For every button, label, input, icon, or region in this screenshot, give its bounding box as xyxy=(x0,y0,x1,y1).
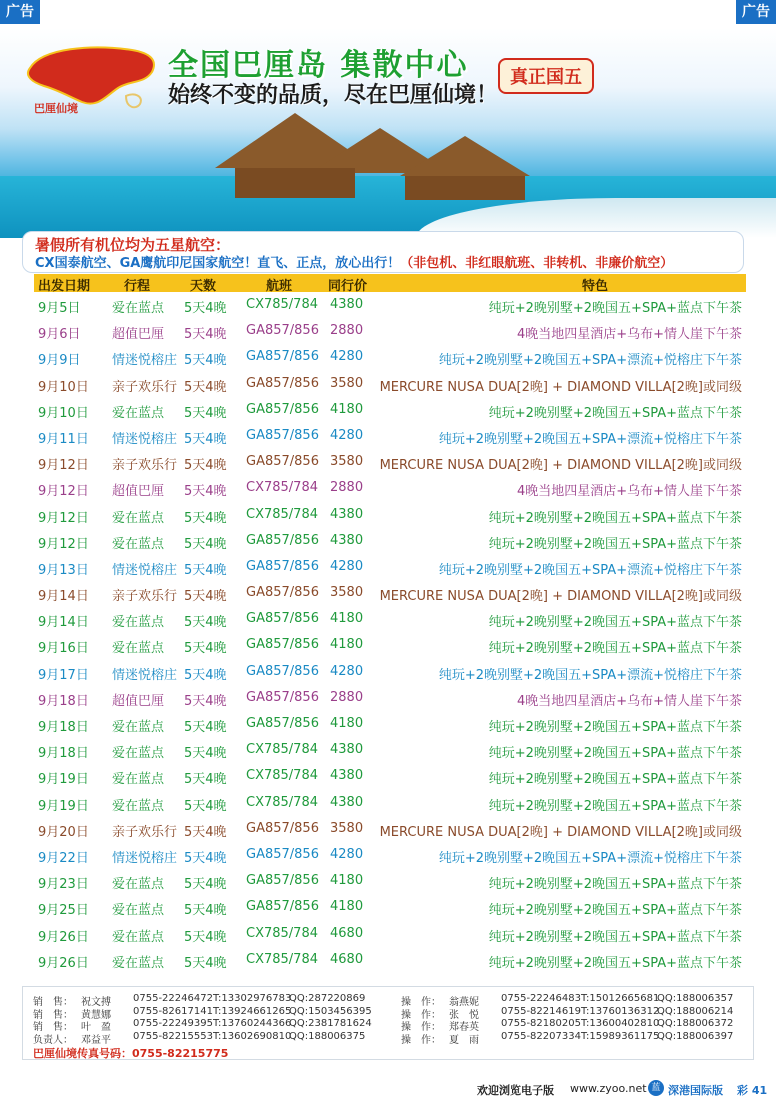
route-name: 情迷悦榕庄 xyxy=(112,850,178,866)
trade-price: 4380 xyxy=(330,794,364,810)
operations-contact-name: 夏 雨 xyxy=(449,1034,479,1046)
tour-feature: 纯玩+2晚别墅+2晚国五+SPA+漂流+悦榕庄下午茶 xyxy=(438,353,742,369)
table-row xyxy=(34,947,746,973)
banner xyxy=(0,28,776,238)
route-name: 超值巴厘 xyxy=(112,327,165,343)
tour-feature: 纯玩+2晚别墅+2晚国五+SPA+漂流+悦榕庄下午茶 xyxy=(438,431,742,447)
departure-date: 9月9日 xyxy=(38,353,81,369)
route-name: 爱在蓝点 xyxy=(112,955,165,971)
banner-title: 全国巴厘岛 集散中心 xyxy=(168,48,469,83)
route-name: 爱在蓝点 xyxy=(112,903,165,919)
flight-number: GA857/856 xyxy=(246,427,319,443)
tour-feature: 纯玩+2晚别墅+2晚国五+SPA+蓝点下午茶 xyxy=(488,929,742,945)
departure-date: 9月26日 xyxy=(38,929,89,945)
table-row xyxy=(34,554,746,580)
villa-body-graphic xyxy=(235,168,355,198)
header-days: 天数 xyxy=(190,279,217,294)
flight-number: GA857/856 xyxy=(246,899,319,915)
flight-number: GA857/856 xyxy=(246,532,319,548)
route-name: 爱在蓝点 xyxy=(112,405,165,421)
flight-number: GA857/856 xyxy=(246,585,319,601)
page-footer xyxy=(0,1072,776,1100)
trade-price: 4280 xyxy=(330,663,364,679)
trip-duration: 5天4晚 xyxy=(184,536,227,552)
trip-duration: 5天4晚 xyxy=(184,405,227,421)
operations-contact-tel: 0755-82214619 xyxy=(501,1005,581,1017)
operations-contact-mobile: T:15989361175 xyxy=(581,1030,660,1042)
trip-duration: 5天4晚 xyxy=(184,615,227,631)
tour-feature: 纯玩+2晚别墅+2晚国五+SPA+漂流+悦榕庄下午茶 xyxy=(438,562,742,578)
airline-notice xyxy=(22,231,744,273)
trade-price: 4280 xyxy=(330,427,364,443)
route-name: 爱在蓝点 xyxy=(112,720,165,735)
flight-number: CX785/784 xyxy=(246,480,318,496)
tour-feature: 4晚当地四星酒店+乌布+情人崖下午茶 xyxy=(516,327,742,343)
trip-duration: 5天4晚 xyxy=(184,667,227,683)
route-name: 情迷悦榕庄 xyxy=(112,667,178,683)
trade-price: 4180 xyxy=(330,716,364,731)
quality-badge: 真正国五 xyxy=(498,58,594,94)
tour-feature: 纯玩+2晚别墅+2晚国五+SPA+蓝点下午茶 xyxy=(488,746,742,762)
table-row xyxy=(34,685,746,711)
tour-feature: MERCURE NUSA DUA[2晚] + DIAMOND VILLA[2晚]或同级 xyxy=(379,589,742,605)
sales-contact-mobile: T:13760244366 xyxy=(213,1018,292,1029)
trade-price: 4380 xyxy=(330,532,364,548)
trade-price: 2880 xyxy=(330,689,364,705)
header-feature: 特色 xyxy=(582,279,609,294)
trade-price: 4280 xyxy=(330,558,364,574)
operations-contact-role: 操 作： xyxy=(401,1022,441,1033)
route-name: 爱在蓝点 xyxy=(112,877,165,893)
trip-duration: 5天4晚 xyxy=(184,458,227,474)
trade-price: 2880 xyxy=(330,323,364,339)
operations-contact-role: 操 作： xyxy=(401,1009,441,1021)
operations-contact-name: 翁燕妮 xyxy=(449,997,479,1008)
trip-duration: 5天4晚 xyxy=(184,510,227,526)
trip-duration: 5天4晚 xyxy=(184,929,227,945)
trip-duration: 5天4晚 xyxy=(184,693,227,709)
operations-contact-mobile: T:13600402810 xyxy=(581,1018,660,1029)
welcome-text: 欢迎浏览电子版 xyxy=(477,1084,554,1097)
table-row xyxy=(34,921,746,947)
operations-contact-role: 操 作： xyxy=(401,997,441,1008)
sales-contact-qq: QQ:1503456395 xyxy=(289,1005,372,1017)
sales-contact-tel: 0755-22249395 xyxy=(133,1018,213,1029)
flight-number: GA857/856 xyxy=(246,401,319,417)
route-name: 亲子欢乐行 xyxy=(112,589,178,605)
table-row xyxy=(34,449,746,475)
sales-contact-qq: QQ:2381781624 xyxy=(289,1018,372,1029)
trip-duration: 5天4晚 xyxy=(184,903,227,919)
trade-price: 3580 xyxy=(330,820,364,836)
sales-contact-qq: QQ:287220869 xyxy=(289,993,366,1004)
table-row xyxy=(34,318,746,344)
tour-feature: 纯玩+2晚别墅+2晚国五+SPA+蓝点下午茶 xyxy=(488,798,742,814)
sales-contact-tel: 0755-22246472 xyxy=(133,993,213,1004)
trip-duration: 5天4晚 xyxy=(184,772,227,788)
table-row xyxy=(34,816,746,842)
route-name: 爱在蓝点 xyxy=(112,772,165,788)
notice-subtitle xyxy=(35,252,673,271)
notice-airlines: CX国泰航空、GA鹰航印尼国家航空！直飞、正点，放心出行！ xyxy=(35,256,401,271)
magazine-logo-icon: 蓝 xyxy=(648,1080,664,1096)
page-number: 彩 41 xyxy=(737,1084,768,1097)
table-header xyxy=(34,274,746,292)
table-row xyxy=(34,580,746,606)
operations-contact-qq: QQ:188006357 xyxy=(657,993,734,1004)
route-name: 爱在蓝点 xyxy=(112,301,165,316)
table-row xyxy=(34,528,746,554)
flight-number: CX785/784 xyxy=(246,951,318,967)
tour-feature: 4晚当地四星酒店+乌布+情人崖下午茶 xyxy=(516,484,742,500)
sales-contact-role: 销 售： xyxy=(33,1022,73,1033)
trip-duration: 5天4晚 xyxy=(184,850,227,866)
table-row xyxy=(34,397,746,423)
tour-feature: 纯玩+2晚别墅+2晚国五+SPA+漂流+悦榕庄下午茶 xyxy=(438,667,742,683)
table-row xyxy=(34,292,746,318)
route-name: 超值巴厘 xyxy=(112,693,165,709)
contact-panel xyxy=(22,986,754,1060)
flight-number: GA857/856 xyxy=(246,689,319,705)
sales-contact-name: 黄慧娜 xyxy=(81,1009,111,1021)
header-date: 出发日期 xyxy=(38,279,91,294)
operations-contact-name: 张 悦 xyxy=(449,1009,479,1021)
operations-contact-qq: QQ:188006372 xyxy=(657,1018,734,1029)
route-name: 爱在蓝点 xyxy=(112,615,165,631)
flight-number: GA857/856 xyxy=(246,558,319,574)
trip-duration: 5天4晚 xyxy=(184,824,227,840)
trade-price: 2880 xyxy=(330,480,364,496)
table-row xyxy=(34,842,746,868)
route-name: 爱在蓝点 xyxy=(112,536,165,552)
trade-price: 4280 xyxy=(330,349,364,365)
route-name: 亲子欢乐行 xyxy=(112,458,178,474)
trip-duration: 5天4晚 xyxy=(184,327,227,343)
departure-date: 9月20日 xyxy=(38,824,89,840)
tour-feature: 纯玩+2晚别墅+2晚国五+SPA+蓝点下午茶 xyxy=(488,405,742,421)
tour-feature: MERCURE NUSA DUA[2晚] + DIAMOND VILLA[2晚]或同级 xyxy=(379,379,742,395)
sales-contact-mobile: T:13302976783 xyxy=(213,993,292,1004)
flight-number: GA857/856 xyxy=(246,873,319,889)
departure-date: 9月12日 xyxy=(38,510,89,526)
sales-contact-qq: QQ:188006375 xyxy=(289,1030,366,1042)
flight-number: CX785/784 xyxy=(246,506,318,522)
flight-number: CX785/784 xyxy=(246,297,318,312)
trip-duration: 5天4晚 xyxy=(184,353,227,369)
operations-contact-tel: 0755-22246483 xyxy=(501,993,581,1004)
departure-date: 9月19日 xyxy=(38,798,89,814)
trip-duration: 5天4晚 xyxy=(184,746,227,762)
operations-contact-mobile: T:13760136312 xyxy=(581,1005,660,1017)
table-row xyxy=(34,344,746,370)
trade-price: 4380 xyxy=(330,297,364,312)
route-name: 爱在蓝点 xyxy=(112,746,165,762)
route-name: 爱在蓝点 xyxy=(112,510,165,526)
banner-subtitle: 始终不变的品质，尽在巴厘仙境！ xyxy=(168,83,499,108)
sales-contact-name: 祝文搏 xyxy=(81,997,111,1008)
notice-title: 暑假所有机位均为五星航空： xyxy=(35,236,231,254)
operations-contact-qq: QQ:188006214 xyxy=(657,1005,734,1017)
flight-number: GA857/856 xyxy=(246,846,319,862)
sales-contact-mobile: T:13924661265 xyxy=(213,1005,292,1017)
departure-date: 9月17日 xyxy=(38,667,89,683)
departure-date: 9月10日 xyxy=(38,405,89,421)
flight-number: CX785/784 xyxy=(246,925,318,941)
departure-date: 9月22日 xyxy=(38,850,89,866)
operations-contact-tel: 0755-82207334 xyxy=(501,1030,581,1042)
tour-feature: 纯玩+2晚别墅+2晚国五+SPA+蓝点下午茶 xyxy=(488,641,742,657)
trade-price: 4180 xyxy=(330,873,364,889)
trade-price: 4680 xyxy=(330,951,364,967)
trade-price: 4380 xyxy=(330,768,364,784)
table-row xyxy=(34,606,746,632)
flight-number: GA857/856 xyxy=(246,611,319,627)
sales-contact-tel: 0755-82617141 xyxy=(133,1005,213,1017)
tour-feature: 纯玩+2晚别墅+2晚国五+SPA+蓝点下午茶 xyxy=(488,301,742,316)
table-row xyxy=(34,659,746,685)
table-row xyxy=(34,894,746,920)
departure-date: 9月25日 xyxy=(38,903,89,919)
tour-feature: 纯玩+2晚别墅+2晚国五+SPA+蓝点下午茶 xyxy=(488,877,742,893)
tour-feature: MERCURE NUSA DUA[2晚] + DIAMOND VILLA[2晚]或同级 xyxy=(379,824,742,840)
trade-price: 4180 xyxy=(330,401,364,417)
trade-price: 4380 xyxy=(330,506,364,522)
flight-number: GA857/856 xyxy=(246,663,319,679)
table-row xyxy=(34,475,746,501)
flight-number: GA857/856 xyxy=(246,820,319,836)
tour-feature: MERCURE NUSA DUA[2晚] + DIAMOND VILLA[2晚]或同级 xyxy=(379,458,742,474)
flight-number: CX785/784 xyxy=(246,742,318,758)
trip-duration: 5天4晚 xyxy=(184,431,227,447)
route-name: 情迷悦榕庄 xyxy=(112,562,178,578)
operations-contact-name: 郑春英 xyxy=(449,1022,479,1033)
brand-logo-text: 巴厘仙境 xyxy=(34,102,78,115)
route-name: 爱在蓝点 xyxy=(112,798,165,814)
departure-date: 9月13日 xyxy=(38,562,89,578)
tour-feature: 纯玩+2晚别墅+2晚国五+SPA+蓝点下午茶 xyxy=(488,720,742,735)
flight-number: GA857/856 xyxy=(246,323,319,339)
tour-feature: 纯玩+2晚别墅+2晚国五+SPA+蓝点下午茶 xyxy=(488,615,742,631)
route-name: 情迷悦榕庄 xyxy=(112,431,178,447)
departure-date: 9月23日 xyxy=(38,877,89,893)
trade-price: 4180 xyxy=(330,637,364,653)
header-price: 同行价 xyxy=(328,279,368,294)
flight-number: GA857/856 xyxy=(246,349,319,365)
departure-table xyxy=(34,292,746,973)
trade-price: 3580 xyxy=(330,454,364,470)
ad-tag-right: 广告 xyxy=(736,0,776,24)
trade-price: 3580 xyxy=(330,585,364,601)
route-name: 超值巴厘 xyxy=(112,484,165,500)
table-row xyxy=(34,502,746,528)
operations-contact-qq: QQ:188006397 xyxy=(657,1030,734,1042)
flight-number: GA857/856 xyxy=(246,375,319,391)
trip-duration: 5天4晚 xyxy=(184,955,227,971)
trip-duration: 5天4晚 xyxy=(184,562,227,578)
operations-contact-role: 操 作： xyxy=(401,1034,441,1046)
trade-price: 4680 xyxy=(330,925,364,941)
departure-date: 9月11日 xyxy=(38,431,89,447)
ad-tag-left: 广告 xyxy=(0,0,40,24)
table-row xyxy=(34,423,746,449)
route-name: 情迷悦榕庄 xyxy=(112,353,178,369)
trip-duration: 5天4晚 xyxy=(184,379,227,395)
fax-number: 巴厘仙境传真号码：0755-82215775 xyxy=(33,1047,229,1060)
flight-number: GA857/856 xyxy=(246,454,319,470)
tour-feature: 纯玩+2晚别墅+2晚国五+SPA+蓝点下午茶 xyxy=(488,510,742,526)
magazine-edition: 深港国际版 xyxy=(668,1084,723,1097)
trip-duration: 5天4晚 xyxy=(184,877,227,893)
villa-body-graphic xyxy=(405,176,525,200)
trip-duration: 5天4晚 xyxy=(184,798,227,814)
route-name: 亲子欢乐行 xyxy=(112,824,178,840)
flight-number: CX785/784 xyxy=(246,794,318,810)
website-link[interactable]: www.zyoo.net xyxy=(570,1082,647,1095)
departure-date: 9月12日 xyxy=(38,484,89,500)
trip-duration: 5天4晚 xyxy=(184,484,227,500)
table-row xyxy=(34,868,746,894)
flight-number: GA857/856 xyxy=(246,716,319,731)
tour-feature: 4晚当地四星酒店+乌布+情人崖下午茶 xyxy=(516,693,742,709)
departure-date: 9月18日 xyxy=(38,746,89,762)
trade-price: 4380 xyxy=(330,742,364,758)
notice-exclusions: （非包机、非红眼航班、非转机、非廉价航空） xyxy=(400,256,674,271)
departure-date: 9月14日 xyxy=(38,589,89,605)
trip-duration: 5天4晚 xyxy=(184,720,227,735)
trade-price: 3580 xyxy=(330,375,364,391)
tour-feature: 纯玩+2晚别墅+2晚国五+SPA+蓝点下午茶 xyxy=(488,536,742,552)
table-row xyxy=(34,371,746,397)
sales-contact-name: 叶 盈 xyxy=(81,1022,111,1033)
trip-duration: 5天4晚 xyxy=(184,301,227,316)
departure-date: 9月14日 xyxy=(38,615,89,631)
trade-price: 4180 xyxy=(330,899,364,915)
villa-roof-graphic xyxy=(400,136,530,176)
departure-date: 9月16日 xyxy=(38,641,89,657)
sales-contact-role: 销 售： xyxy=(33,1009,73,1021)
departure-date: 9月18日 xyxy=(38,720,89,735)
table-row xyxy=(34,763,746,789)
tour-feature: 纯玩+2晚别墅+2晚国五+SPA+蓝点下午茶 xyxy=(488,772,742,788)
sales-contact-mobile: T:13602690810 xyxy=(213,1030,292,1042)
departure-date: 9月26日 xyxy=(38,955,89,971)
departure-date: 9月10日 xyxy=(38,379,89,395)
header-flight: 航班 xyxy=(266,279,293,294)
departure-date: 9月6日 xyxy=(38,327,81,343)
trip-duration: 5天4晚 xyxy=(184,641,227,657)
flight-number: CX785/784 xyxy=(246,768,318,784)
trade-price: 4180 xyxy=(330,611,364,627)
sales-contact-role: 销 售： xyxy=(33,997,73,1008)
flight-number: GA857/856 xyxy=(246,637,319,653)
trip-duration: 5天4晚 xyxy=(184,589,227,605)
tour-feature: 纯玩+2晚别墅+2晚国五+SPA+蓝点下午茶 xyxy=(488,903,742,919)
tour-feature: 纯玩+2晚别墅+2晚国五+SPA+蓝点下午茶 xyxy=(488,955,742,971)
departure-date: 9月5日 xyxy=(38,301,81,316)
table-row xyxy=(34,632,746,658)
departure-date: 9月12日 xyxy=(38,536,89,552)
trade-price: 4280 xyxy=(330,846,364,862)
table-row xyxy=(34,737,746,763)
sales-contact-tel: 0755-82215553 xyxy=(133,1030,213,1042)
table-row xyxy=(34,711,746,737)
header-route: 行程 xyxy=(124,279,151,294)
departure-date: 9月18日 xyxy=(38,693,89,709)
route-name: 爱在蓝点 xyxy=(112,929,165,945)
table-row xyxy=(34,790,746,816)
route-name: 爱在蓝点 xyxy=(112,641,165,657)
sales-contact-name: 邓益平 xyxy=(81,1034,111,1046)
sales-contact-role: 负责人： xyxy=(33,1034,73,1046)
tour-feature: 纯玩+2晚别墅+2晚国五+SPA+漂流+悦榕庄下午茶 xyxy=(438,850,742,866)
departure-date: 9月12日 xyxy=(38,458,89,474)
operations-contact-tel: 0755-82180205 xyxy=(501,1018,581,1029)
route-name: 亲子欢乐行 xyxy=(112,379,178,395)
brand-logo xyxy=(22,38,162,118)
operations-contact-mobile: T:15012665681 xyxy=(581,993,660,1004)
departure-date: 9月19日 xyxy=(38,772,89,788)
